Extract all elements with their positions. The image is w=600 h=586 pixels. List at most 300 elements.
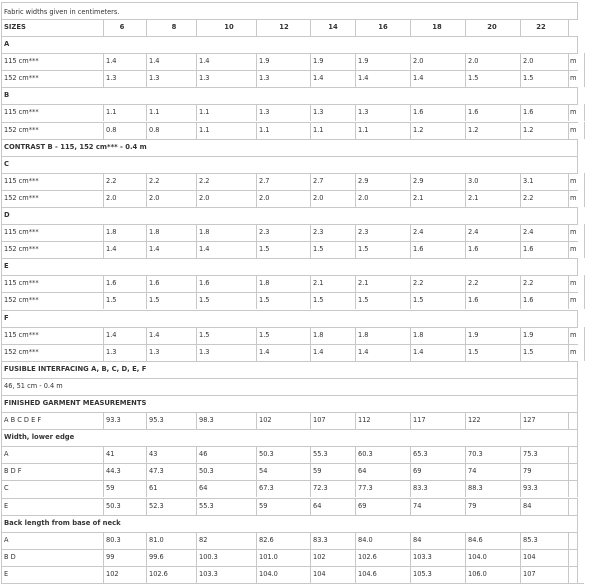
column-divider bbox=[584, 190, 585, 207]
column-divider bbox=[410, 480, 411, 497]
section-heading: B bbox=[4, 91, 10, 100]
column-divider bbox=[146, 480, 147, 497]
column-divider bbox=[520, 70, 521, 87]
column-divider bbox=[146, 275, 147, 292]
column-divider bbox=[465, 463, 466, 480]
table-cell: 1.6 bbox=[523, 296, 534, 305]
unit-label: m bbox=[570, 296, 577, 305]
column-divider bbox=[568, 224, 569, 241]
column-divider bbox=[196, 412, 197, 429]
table-cell: 80.3 bbox=[106, 536, 121, 545]
column-divider bbox=[520, 566, 521, 583]
table-cell: 1.3 bbox=[199, 74, 210, 83]
column-divider bbox=[310, 446, 311, 463]
table-cell: 81.0 bbox=[149, 536, 164, 545]
table-cell: 1.9 bbox=[523, 331, 534, 340]
table-cell: 104 bbox=[523, 553, 536, 562]
column-divider bbox=[465, 344, 466, 361]
column-divider bbox=[465, 190, 466, 207]
table-cell: 2.1 bbox=[313, 279, 324, 288]
column-divider bbox=[410, 19, 411, 36]
note-text: 46, 51 cm - 0.4 m bbox=[4, 382, 63, 391]
table-cell: 2.2 bbox=[523, 279, 534, 288]
unit-label: m bbox=[570, 348, 577, 357]
row-label: 115 cm*** bbox=[4, 57, 39, 66]
column-divider bbox=[310, 412, 311, 429]
column-divider bbox=[410, 344, 411, 361]
table-cell: 1.8 bbox=[358, 331, 369, 340]
row-divider bbox=[1, 87, 578, 88]
table-cell: 1.8 bbox=[149, 228, 160, 237]
row-label: 115 cm*** bbox=[4, 279, 39, 288]
column-divider bbox=[103, 292, 104, 309]
column-divider bbox=[577, 87, 578, 104]
row-divider bbox=[1, 36, 578, 37]
column-divider bbox=[103, 53, 104, 70]
table-cell: 1.4 bbox=[199, 245, 210, 254]
table-cell: 102 bbox=[259, 416, 272, 425]
table-cell: 104.6 bbox=[358, 570, 377, 579]
size-header: 16 bbox=[378, 22, 388, 31]
table-cell: 1.3 bbox=[259, 74, 270, 83]
size-header: 8 bbox=[171, 22, 177, 31]
column-divider bbox=[355, 122, 356, 139]
row-label: B D bbox=[4, 553, 16, 562]
table-cell: 2.2 bbox=[468, 279, 479, 288]
table-cell: 54 bbox=[259, 467, 268, 476]
table-cell: 88.3 bbox=[468, 484, 483, 493]
row-divider bbox=[1, 173, 578, 174]
table-cell: 1.1 bbox=[313, 126, 324, 135]
column-divider bbox=[310, 104, 311, 121]
table-cell: 95.3 bbox=[149, 416, 164, 425]
column-divider bbox=[310, 532, 311, 549]
column-divider bbox=[256, 190, 257, 207]
table-cell: 2.3 bbox=[313, 228, 324, 237]
column-divider bbox=[520, 292, 521, 309]
table-cell: 2.0 bbox=[259, 194, 270, 203]
column-divider bbox=[146, 70, 147, 87]
table-cell: 69 bbox=[413, 467, 422, 476]
table-cell: 82 bbox=[199, 536, 208, 545]
table-cell: 2.1 bbox=[468, 194, 479, 203]
table-cell: 2.0 bbox=[149, 194, 160, 203]
column-divider bbox=[520, 190, 521, 207]
table-cell: 1.4 bbox=[259, 348, 270, 357]
table-cell: 59 bbox=[259, 502, 268, 511]
table-cell: 1.4 bbox=[358, 348, 369, 357]
table-cell: 1.6 bbox=[413, 245, 424, 254]
row-divider bbox=[1, 104, 578, 105]
column-divider bbox=[568, 104, 569, 121]
column-divider bbox=[577, 515, 578, 532]
column-divider bbox=[577, 156, 578, 173]
table-cell: 1.8 bbox=[199, 228, 210, 237]
column-divider bbox=[146, 224, 147, 241]
row-divider bbox=[1, 429, 578, 430]
column-divider bbox=[146, 327, 147, 344]
table-cell: 1.5 bbox=[199, 331, 210, 340]
column-divider bbox=[568, 446, 569, 463]
column-divider bbox=[465, 480, 466, 497]
row-divider bbox=[1, 446, 578, 447]
row-label: 115 cm*** bbox=[4, 331, 39, 340]
row-divider bbox=[1, 53, 578, 54]
column-divider bbox=[584, 241, 585, 258]
table-cell: 1.8 bbox=[413, 331, 424, 340]
size-header: 22 bbox=[536, 22, 546, 31]
column-divider bbox=[256, 275, 257, 292]
column-divider bbox=[520, 327, 521, 344]
row-label: A bbox=[4, 536, 9, 545]
column-divider bbox=[584, 275, 585, 292]
row-divider bbox=[1, 190, 578, 191]
column-divider bbox=[103, 566, 104, 583]
column-divider bbox=[355, 412, 356, 429]
table-cell: 104.0 bbox=[468, 553, 487, 562]
row-label: 152 cm*** bbox=[4, 194, 39, 203]
table-cell: 79 bbox=[468, 502, 477, 511]
table-cell: 1.5 bbox=[149, 296, 160, 305]
column-divider bbox=[310, 566, 311, 583]
row-divider bbox=[1, 292, 578, 293]
table-cell: 1.4 bbox=[149, 245, 160, 254]
column-divider bbox=[196, 463, 197, 480]
column-divider bbox=[310, 463, 311, 480]
table-cell: 1.1 bbox=[149, 108, 160, 117]
table-cell: 102.6 bbox=[358, 553, 377, 562]
column-divider bbox=[310, 549, 311, 566]
unit-label: m bbox=[570, 177, 577, 186]
column-divider bbox=[256, 241, 257, 258]
table-cell: 85.3 bbox=[523, 536, 538, 545]
column-divider bbox=[146, 549, 147, 566]
table-cell: 2.0 bbox=[468, 57, 479, 66]
table-cell: 1.1 bbox=[199, 108, 210, 117]
table-cell: 74 bbox=[468, 467, 477, 476]
table-cell: 43 bbox=[149, 450, 158, 459]
column-divider bbox=[410, 327, 411, 344]
size-header: 18 bbox=[432, 22, 442, 31]
column-divider bbox=[520, 275, 521, 292]
column-divider bbox=[577, 310, 578, 327]
column-divider bbox=[355, 463, 356, 480]
table-cell: 1.3 bbox=[149, 74, 160, 83]
column-divider bbox=[310, 498, 311, 515]
column-divider bbox=[103, 498, 104, 515]
table-cell: 1.3 bbox=[199, 348, 210, 357]
table-cell: 2.7 bbox=[259, 177, 270, 186]
table-cell: 93.3 bbox=[523, 484, 538, 493]
column-divider bbox=[355, 327, 356, 344]
row-divider bbox=[1, 344, 578, 345]
table-cell: 101.0 bbox=[259, 553, 278, 562]
unit-label: m bbox=[570, 126, 577, 135]
column-divider bbox=[577, 532, 578, 549]
table-cell: 52.3 bbox=[149, 502, 164, 511]
column-divider bbox=[410, 241, 411, 258]
column-divider bbox=[568, 53, 569, 70]
section-heading: Back length from base of neck bbox=[4, 519, 121, 528]
table-cell: 70.3 bbox=[468, 450, 483, 459]
column-divider bbox=[310, 275, 311, 292]
table-cell: 107 bbox=[523, 570, 536, 579]
table-cell: 75.3 bbox=[523, 450, 538, 459]
column-divider bbox=[410, 463, 411, 480]
table-cell: 2.3 bbox=[358, 228, 369, 237]
column-divider bbox=[568, 122, 569, 139]
column-divider bbox=[256, 480, 257, 497]
column-divider bbox=[256, 122, 257, 139]
table-cell: 1.6 bbox=[106, 279, 117, 288]
column-divider bbox=[465, 122, 466, 139]
column-divider bbox=[103, 70, 104, 87]
table-cell: 122 bbox=[468, 416, 481, 425]
section-heading: D bbox=[4, 211, 10, 220]
column-divider bbox=[577, 36, 578, 53]
table-cell: 1.6 bbox=[468, 245, 479, 254]
column-divider bbox=[103, 104, 104, 121]
column-divider bbox=[410, 549, 411, 566]
table-cell: 112 bbox=[358, 416, 371, 425]
size-header: 12 bbox=[279, 22, 289, 31]
table-cell: 2.0 bbox=[358, 194, 369, 203]
column-divider bbox=[256, 224, 257, 241]
column-divider bbox=[355, 173, 356, 190]
table-cell: 1.5 bbox=[313, 245, 324, 254]
column-divider bbox=[146, 463, 147, 480]
row-divider bbox=[1, 378, 578, 379]
column-divider bbox=[146, 241, 147, 258]
column-divider bbox=[410, 70, 411, 87]
row-divider bbox=[1, 566, 578, 567]
column-divider bbox=[577, 446, 578, 463]
table-cell: 1.1 bbox=[106, 108, 117, 117]
column-divider bbox=[103, 480, 104, 497]
table-cell: 1.4 bbox=[149, 57, 160, 66]
column-divider bbox=[577, 139, 578, 156]
column-divider bbox=[568, 549, 569, 566]
column-divider bbox=[196, 446, 197, 463]
unit-label: m bbox=[570, 194, 577, 203]
column-divider bbox=[577, 480, 578, 497]
column-divider bbox=[577, 549, 578, 566]
table-cell: 1.5 bbox=[199, 296, 210, 305]
row-divider bbox=[1, 122, 578, 123]
table-cell: 1.9 bbox=[358, 57, 369, 66]
column-divider bbox=[355, 549, 356, 566]
sizes-header: SIZES bbox=[4, 22, 26, 31]
column-divider bbox=[520, 532, 521, 549]
column-divider bbox=[146, 53, 147, 70]
column-divider bbox=[146, 173, 147, 190]
table-cell: 84 bbox=[413, 536, 422, 545]
table-cell: 1.8 bbox=[313, 331, 324, 340]
column-divider bbox=[256, 532, 257, 549]
column-divider bbox=[410, 412, 411, 429]
column-divider bbox=[568, 480, 569, 497]
table-cell: 1.5 bbox=[313, 296, 324, 305]
row-divider bbox=[1, 327, 578, 328]
table-cell: 1.9 bbox=[468, 331, 479, 340]
table-cell: 41 bbox=[106, 450, 115, 459]
table-cell: 44.3 bbox=[106, 467, 121, 476]
column-divider bbox=[310, 53, 311, 70]
section-heading: C bbox=[4, 160, 9, 169]
column-divider bbox=[196, 498, 197, 515]
column-divider bbox=[577, 429, 578, 446]
table-cell: 99.6 bbox=[149, 553, 164, 562]
row-divider bbox=[1, 275, 578, 276]
table-cell: 1.5 bbox=[259, 331, 270, 340]
row-divider bbox=[1, 19, 578, 20]
table-cell: 64 bbox=[313, 502, 322, 511]
table-cell: 64 bbox=[358, 467, 367, 476]
column-divider bbox=[520, 104, 521, 121]
column-divider bbox=[310, 224, 311, 241]
column-divider bbox=[196, 19, 197, 36]
column-divider bbox=[568, 344, 569, 361]
table-cell: 117 bbox=[413, 416, 426, 425]
table-cell: 1.1 bbox=[199, 126, 210, 135]
column-divider bbox=[355, 498, 356, 515]
table-cell: 103.3 bbox=[413, 553, 432, 562]
section-heading: FUSIBLE INTERFACING A, B, C, D, E, F bbox=[4, 365, 147, 374]
column-divider bbox=[577, 258, 578, 275]
table-cell: 100.3 bbox=[199, 553, 218, 562]
column-divider bbox=[355, 532, 356, 549]
table-cell: 98.3 bbox=[199, 416, 214, 425]
column-divider bbox=[355, 446, 356, 463]
column-divider bbox=[465, 566, 466, 583]
table-cell: 2.2 bbox=[413, 279, 424, 288]
column-divider bbox=[568, 532, 569, 549]
column-divider bbox=[465, 498, 466, 515]
column-divider bbox=[146, 122, 147, 139]
column-divider bbox=[520, 122, 521, 139]
column-divider bbox=[584, 70, 585, 87]
column-divider bbox=[196, 275, 197, 292]
table-cell: 2.0 bbox=[313, 194, 324, 203]
row-label: 115 cm*** bbox=[4, 177, 39, 186]
column-divider bbox=[465, 70, 466, 87]
row-divider bbox=[1, 549, 578, 550]
column-divider bbox=[410, 292, 411, 309]
table-cell: 127 bbox=[523, 416, 536, 425]
column-divider bbox=[410, 275, 411, 292]
column-divider bbox=[410, 224, 411, 241]
table-cell: 1.5 bbox=[523, 348, 534, 357]
row-divider bbox=[1, 498, 578, 499]
table-cell: 1.4 bbox=[413, 74, 424, 83]
column-divider bbox=[465, 173, 466, 190]
column-divider bbox=[520, 19, 521, 36]
column-divider bbox=[103, 275, 104, 292]
table-cell: 1.5 bbox=[468, 74, 479, 83]
row-label: A bbox=[4, 450, 9, 459]
table-cell: 2.7 bbox=[313, 177, 324, 186]
size-header: 14 bbox=[328, 22, 338, 31]
column-divider bbox=[465, 104, 466, 121]
column-divider bbox=[520, 53, 521, 70]
table-cell: 50.3 bbox=[106, 502, 121, 511]
table-cell: 1.5 bbox=[358, 296, 369, 305]
table-cell: 1.5 bbox=[523, 74, 534, 83]
table-cell: 83.3 bbox=[413, 484, 428, 493]
column-divider bbox=[577, 361, 578, 378]
row-divider bbox=[1, 480, 578, 481]
column-divider bbox=[584, 224, 585, 241]
section-heading: FINISHED GARMENT MEASUREMENTS bbox=[4, 399, 147, 408]
table-cell: 1.5 bbox=[468, 348, 479, 357]
column-divider bbox=[146, 532, 147, 549]
table-cell: 84 bbox=[523, 502, 532, 511]
table-cell: 2.0 bbox=[523, 57, 534, 66]
table-cell: 84.0 bbox=[358, 536, 373, 545]
table-cell: 67.3 bbox=[259, 484, 274, 493]
column-divider bbox=[196, 224, 197, 241]
table-cell: 1.3 bbox=[358, 108, 369, 117]
table-cell: 1.3 bbox=[149, 348, 160, 357]
column-divider bbox=[577, 207, 578, 224]
column-divider bbox=[465, 53, 466, 70]
column-divider bbox=[410, 190, 411, 207]
column-divider bbox=[196, 104, 197, 121]
column-divider bbox=[310, 70, 311, 87]
column-divider bbox=[410, 53, 411, 70]
column-divider bbox=[196, 241, 197, 258]
column-divider bbox=[465, 224, 466, 241]
table-cell: 2.2 bbox=[523, 194, 534, 203]
column-divider bbox=[196, 532, 197, 549]
column-divider bbox=[577, 2, 578, 19]
column-divider bbox=[103, 549, 104, 566]
column-divider bbox=[256, 412, 257, 429]
column-divider bbox=[577, 498, 578, 515]
table-cell: 1.4 bbox=[313, 74, 324, 83]
row-label: B D F bbox=[4, 467, 22, 476]
row-divider bbox=[1, 515, 578, 516]
table-cell: 1.6 bbox=[468, 296, 479, 305]
table-cell: 84.6 bbox=[468, 536, 483, 545]
row-divider bbox=[1, 412, 578, 413]
column-divider bbox=[310, 327, 311, 344]
table-cell: 1.2 bbox=[413, 126, 424, 135]
column-divider bbox=[103, 19, 104, 36]
table-cell: 2.1 bbox=[413, 194, 424, 203]
table-cell: 104.0 bbox=[259, 570, 278, 579]
table-cell: 1.5 bbox=[259, 296, 270, 305]
column-divider bbox=[520, 241, 521, 258]
column-divider bbox=[568, 19, 569, 36]
table-cell: 82.6 bbox=[259, 536, 274, 545]
column-divider bbox=[410, 532, 411, 549]
column-divider bbox=[256, 173, 257, 190]
table-cell: 3.1 bbox=[523, 177, 534, 186]
column-divider bbox=[568, 292, 569, 309]
table-cell: 102.6 bbox=[149, 570, 168, 579]
unit-label: m bbox=[570, 245, 577, 254]
row-divider bbox=[1, 310, 578, 311]
column-divider bbox=[103, 344, 104, 361]
row-divider bbox=[1, 70, 578, 71]
column-divider bbox=[196, 566, 197, 583]
column-divider bbox=[256, 344, 257, 361]
column-divider bbox=[146, 344, 147, 361]
column-divider bbox=[465, 241, 466, 258]
table-cell: 83.3 bbox=[313, 536, 328, 545]
table-cell: 50.3 bbox=[199, 467, 214, 476]
